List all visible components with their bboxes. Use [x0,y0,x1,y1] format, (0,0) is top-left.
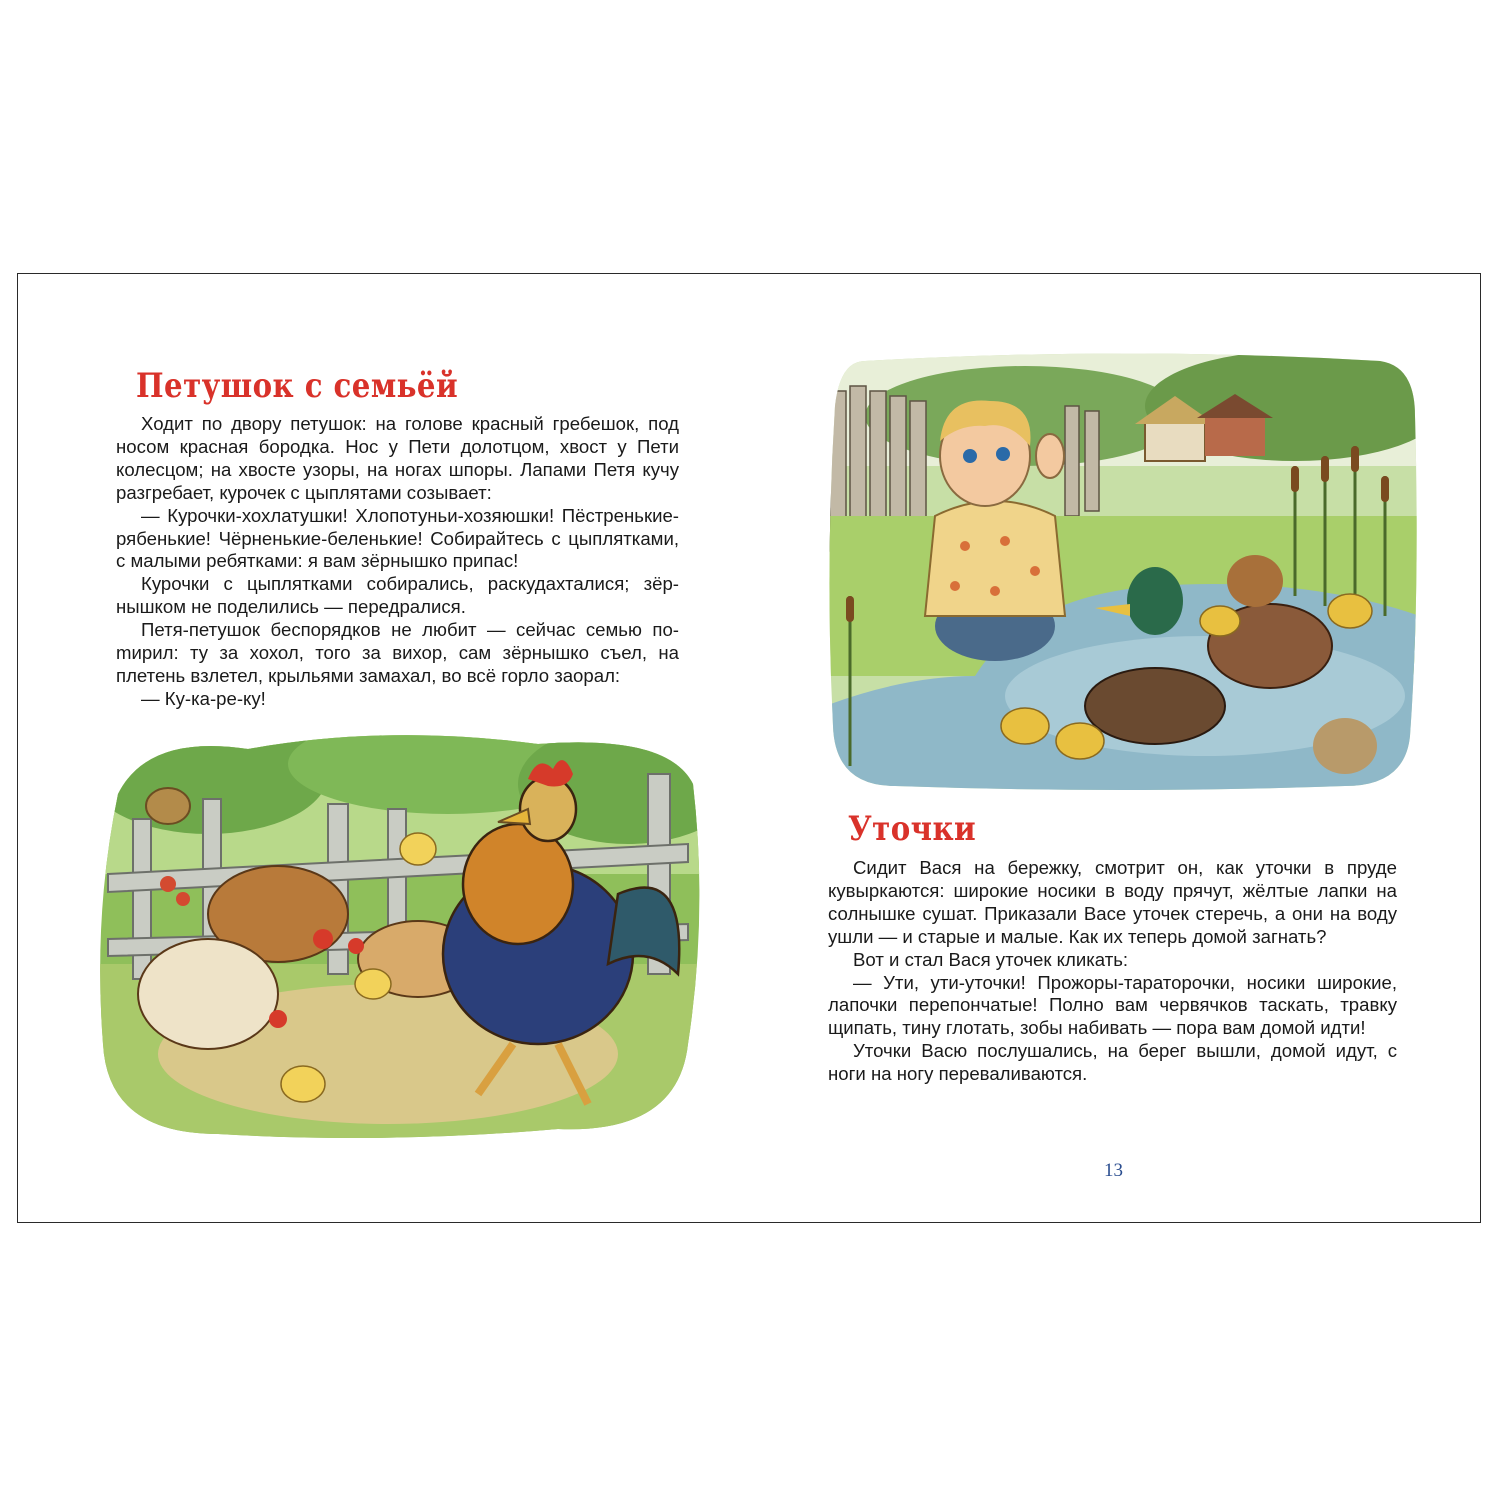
paragraph: Уточки Васю послушались, на берег вышли, домой идут, с ноги на ногу переваливаются. [828,1040,1397,1085]
right-page [750,274,1482,1222]
story-text-ducks [828,857,1397,1086]
story-title-rooster: Петушок с семьёй [136,366,459,406]
boy-ducks-pond-illustration [825,346,1420,791]
rooster-hens-chicks-illustration [88,714,708,1154]
book-spread [17,273,1481,1223]
page-number: 13 [1104,1160,1123,1181]
paragraph: — Курочки-хохлатушки! Хлопотуньи-хозяюшки! Пёстренькие-рябенькие! Чёрненькие-беленькие! Собирайтесь с цыплятками, с малыми ребятками: я вам зёрнышко припас! [116,504,679,572]
story-text-rooster [116,413,679,711]
paragraph: — Ути, ути-уточки! Прожоры-тараторочки, носики широкие, лапочки перепончатые! Полно вам червячков таскать, травку щипать, тину глотать, зобы набивать — пора вам домой идти! [828,971,1397,1039]
story-title-ducks: Уточки [848,809,977,849]
paragraph: Курочки с цыплятками собирались, раскудахталися; зёрнышком не поделились — передралися. [116,573,679,618]
paragraph: Вот и стал Вася уточек кликать: [853,948,1129,970]
paragraph: Сидит Вася на бережку, смотрит он, как уточки в пруде кувыркаются: широкие носики в воду прячут, жёлтые лапки на солнышке сушат. Приказали Васе уточек стеречь, а они на воду ушли — и старые и малые. Как их теперь домой загнать? [828,857,1397,947]
paragraph: Ходит по двору петушок: на голове красный гребешок, под носом красная бородка. Нос у Пети долотцом, хвост у Пети колесцом; на хвосте узоры, на ногах шпоры. Лапами Петя кучу разгребает, курочек с цыплятами созывает: [116,413,679,503]
paragraph: Петя-петушок беспорядков не любит — сейчас семью поmирил: ту за хохол, того за вихор, сам зёрнышко съел, на плетень взлетел, крыльями замахал, во всё горло заорал: [116,619,679,686]
paragraph: — Ку-ка-ре-ку! [141,687,266,709]
left-page [18,274,750,1222]
